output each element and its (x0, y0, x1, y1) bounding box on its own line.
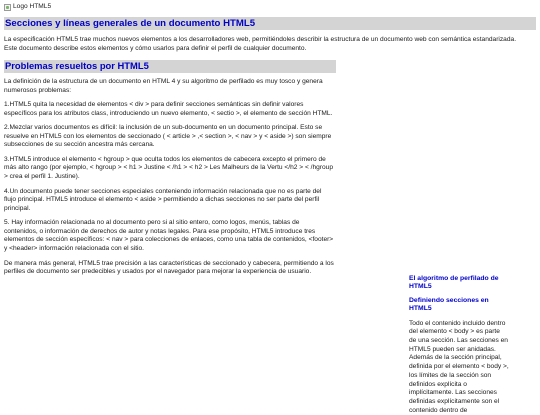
aside (409, 275, 509, 415)
page-title: Secciones y líneas generales de un documento HTML5 (4, 17, 536, 30)
aside-heading: El algoritmo de perfilado de HTML5 (409, 275, 499, 291)
main-content (4, 78, 334, 277)
intro-line: Este documento describe estos elementos y cómo usarlos para definir el perfil de cualquier documento. (4, 44, 307, 52)
paragraph: 3.HTML5 introduce el elemento < hgroup > que oculta todos los elementos de cabecera excepto el primero de más alto rango (por ejemplo, < hgroup > < h1 > Justine < /h1 > < h2 > Les Malheurs de la Vertu </h2 > < /hgroup > crea el perfil 1. Justine). (4, 155, 333, 181)
paragraph: 1.HTML5 quita la necesidad de elementos < div > para definir secciones semánticas sin definir valores específicos para los atributos class, introduciendo un nuevo elemento, < sectio >, el elemento de sección HTML. (4, 101, 333, 117)
page (4, 3, 536, 283)
broken-image-icon (4, 4, 11, 11)
paragraph: 2.Mezclar varios documentos es difícil: la inclusión de un sub-documento en un documento principal. Esto se resuelve en HTML5 con los elementos de seccionado ( < article > ,< section >, < nav > y < aside >) son siempre subsecciones de su sección ancestra más cercana. (4, 124, 332, 149)
logo-alt-text: Logo HTML5 (13, 3, 52, 11)
aside-text: Todo el contenido incluido dentro del elemento < body > es parte de una sección. Las secciones en HTML5 pueden ser anidadas. Además de la sección principal, definida por el elemento < body >, los límites de la sección son definidos explícita o implícitamente. Las secciones definidas explícitamente son el contenido dentro de (409, 319, 509, 414)
aside-subheading: Definiendo secciones en HTML5 (409, 297, 489, 313)
paragraph: La definición de la estructura de un documento en HTML 4 y su algoritmo de perfilado es muy tosco y genera numerosos problemas: (4, 77, 323, 94)
paragraph: De manera más general, HTML5 trae precisión a las características de seccionado y cabecera, permitiendo a los perfiles de documento ser predecibles y usados por el navegador para mejorar la experiencia de usuario. (4, 259, 334, 276)
intro-line: La especificación HTML5 trae muchos nuevos elementos a los desarrolladores web, permitiéndoles describir la estructura de un documento web con semántica estandarizada. (4, 36, 517, 44)
intro (4, 36, 536, 53)
problems-heading: Problemas resueltos por HTML5 (4, 60, 336, 73)
logo (4, 3, 536, 12)
paragraph: 5. Hay información relacionada no al documento pero si al sitio entero, como logos, menús, tablas de contenidos, o información de derechos de autor y notas legales. Para ese propósito, HTML5 introduce tres elementos de sección específicos: < nav > para colecciones de enlaces, como una tabla de contenidos, <footer> y <header> información relacionada con el sitio. (4, 219, 334, 252)
paragraph: 4.Un documento puede tener secciones especiales conteniendo información relacionada que no es parte del flujo principal. HTML5 introduce el elemento < aside > permitiendo a dichas secciones no ser parte del perfil principal. (4, 187, 322, 212)
